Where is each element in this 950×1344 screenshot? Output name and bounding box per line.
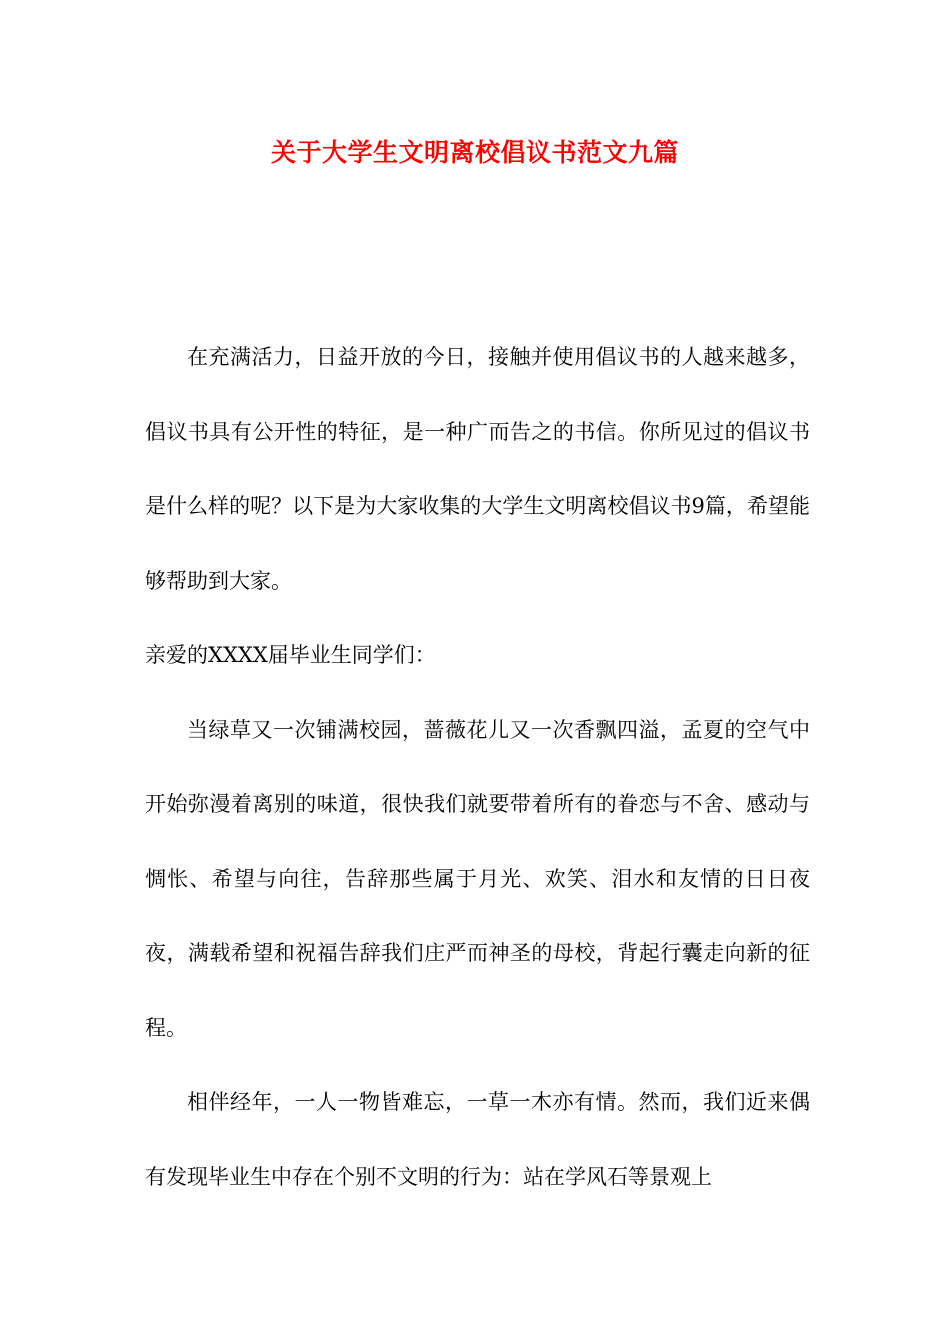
document-title: 关于大学生文明离校倡议书范文九篇 <box>270 138 679 167</box>
intro-paragraph: 在充满活力，日益开放的今日，接触并使用倡议书的人越来越多，倡议书具有公开性的特征，是一种广而告之的书信。你所见过的倡议书是什么样的呢？以下是为大家收集的大学生文明离校倡议书9篇，希望能够帮助到大家。 <box>145 345 810 593</box>
document-body <box>145 320 810 1214</box>
salutation: 亲爱的XXXX届毕业生同学们： <box>145 643 436 667</box>
body-paragraph: 当绿草又一次铺满校园，蔷薇花儿又一次香飘四溢，孟夏的空气中开始弥漫着离别的味道，很快我们就要带着所有的眷恋与不舍、感动与惆怅、希望与向往，告辞那些属于月光、欢笑、泪水和友情的日日夜夜，满载希望和祝福告辞我们庄严而神圣的母校，背起行囊走向新的征程。 <box>145 717 810 1040</box>
body-paragraph: 相伴经年，一人一物皆难忘，一草一木亦有情。然而，我们近来偶有发现毕业生中存在个别不文明的行为：站在学风石等景观上 <box>145 1090 810 1189</box>
